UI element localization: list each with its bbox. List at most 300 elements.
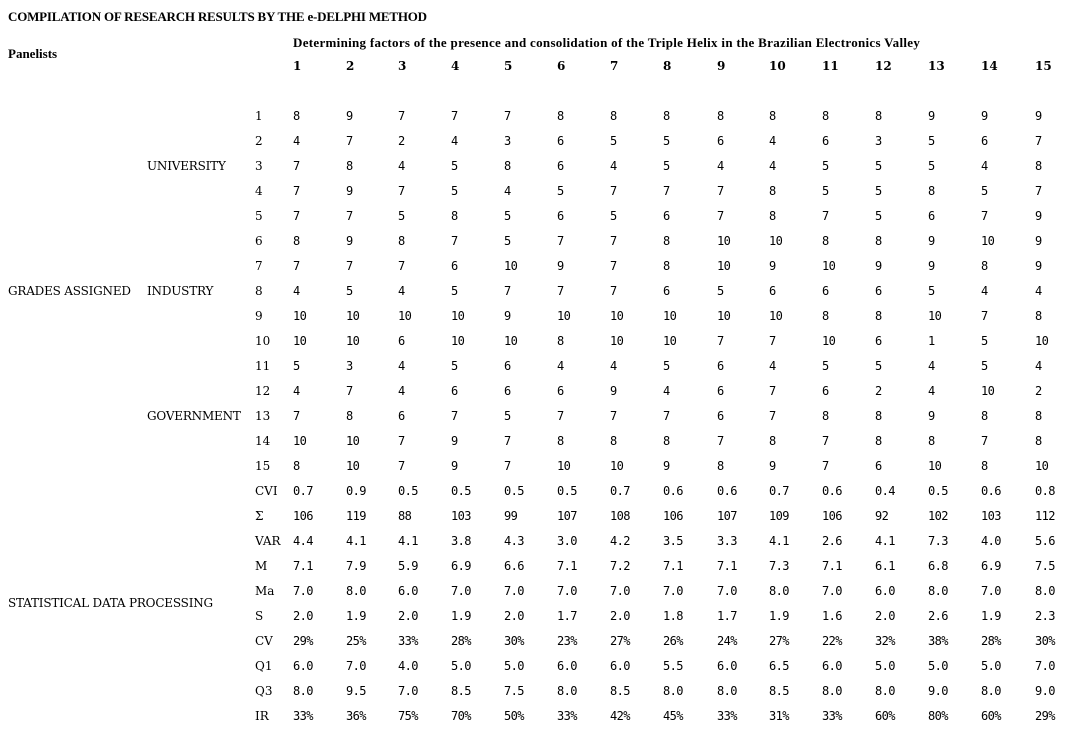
table-cell: 7 bbox=[293, 259, 300, 273]
row-label: 14 bbox=[255, 434, 271, 448]
table-cell: 24% bbox=[717, 634, 737, 648]
table-cell: 10 bbox=[822, 334, 836, 348]
table-cell: 10 bbox=[293, 334, 307, 348]
table-cell: 8.0 bbox=[981, 684, 1001, 698]
table-cell: 8 bbox=[663, 234, 670, 248]
table-cell: 6.5 bbox=[769, 659, 789, 673]
table-cell: 9 bbox=[1035, 234, 1042, 248]
table-cell: 2 bbox=[1035, 384, 1042, 398]
table-cell: 7.2 bbox=[610, 559, 630, 573]
table-cell: 6 bbox=[822, 134, 829, 148]
table-cell: 7 bbox=[398, 184, 405, 198]
table-cell: 10 bbox=[610, 334, 624, 348]
table-cell: 5 bbox=[663, 359, 670, 373]
table-cell: 23% bbox=[557, 634, 577, 648]
table-cell: 6 bbox=[717, 384, 724, 398]
table-cell: 5 bbox=[928, 284, 935, 298]
table-cell: 1.6 bbox=[822, 609, 842, 623]
table-cell: 6 bbox=[717, 409, 724, 423]
table-cell: 8 bbox=[346, 409, 353, 423]
table-cell: 8.5 bbox=[610, 684, 630, 698]
table-cell: 1 bbox=[928, 334, 935, 348]
table-cell: 0.4 bbox=[875, 484, 895, 498]
column-header: 11 bbox=[822, 59, 839, 73]
table-cell: 7 bbox=[557, 409, 564, 423]
table-cell: 7 bbox=[398, 259, 405, 273]
table-cell: 8 bbox=[928, 184, 935, 198]
table-cell: 5 bbox=[875, 159, 882, 173]
row-label: 8 bbox=[255, 284, 263, 298]
table-cell: 5 bbox=[557, 184, 564, 198]
table-cell: 6 bbox=[451, 259, 458, 273]
table-cell: 10 bbox=[293, 309, 307, 323]
column-header: 14 bbox=[981, 59, 998, 73]
column-header: 12 bbox=[875, 59, 892, 73]
table-cell: 10 bbox=[981, 234, 995, 248]
table-cell: 7 bbox=[398, 109, 405, 123]
table-cell: 4.0 bbox=[398, 659, 418, 673]
table-cell: 10 bbox=[928, 459, 942, 473]
table-cell: 92 bbox=[875, 509, 889, 523]
document-title: COMPILATION OF RESEARCH RESULTS BY THE e-DELPHI METHOD bbox=[8, 9, 427, 24]
table-cell: 9 bbox=[928, 234, 935, 248]
table-cell: 8.0 bbox=[928, 584, 948, 598]
table-cell: 7 bbox=[398, 459, 405, 473]
table-cell: 4.0 bbox=[981, 534, 1001, 548]
table-cell: 8 bbox=[875, 109, 882, 123]
table-cell: 28% bbox=[981, 634, 1001, 648]
table-cell: 8 bbox=[1035, 434, 1042, 448]
table-cell: 4.4 bbox=[293, 534, 313, 548]
row-label: 11 bbox=[255, 359, 271, 373]
table-cell: 10 bbox=[928, 309, 942, 323]
table-cell: 8.5 bbox=[451, 684, 471, 698]
table-cell: 9.5 bbox=[346, 684, 366, 698]
table-cell: 7 bbox=[504, 109, 511, 123]
group-grades-assigned: GRADES ASSIGNED bbox=[8, 284, 131, 298]
table-cell: 8 bbox=[769, 209, 776, 223]
table-cell: 10 bbox=[504, 334, 518, 348]
table-cell: 0.7 bbox=[293, 484, 313, 498]
table-cell: 7.0 bbox=[293, 584, 313, 598]
table-cell: 7 bbox=[451, 234, 458, 248]
table-cell: 8 bbox=[717, 459, 724, 473]
table-cell: 4 bbox=[610, 159, 617, 173]
table-cell: 8.0 bbox=[293, 684, 313, 698]
table-cell: 8 bbox=[346, 159, 353, 173]
table-cell: 9 bbox=[346, 234, 353, 248]
table-cell: 0.7 bbox=[769, 484, 789, 498]
table-cell: 5 bbox=[663, 159, 670, 173]
row-label: CVI bbox=[255, 484, 278, 498]
table-cell: 6.1 bbox=[875, 559, 895, 573]
table-cell: 29% bbox=[1035, 709, 1055, 723]
table-cell: 1.9 bbox=[346, 609, 366, 623]
table-cell: 7 bbox=[504, 284, 511, 298]
table-cell: 5 bbox=[875, 184, 882, 198]
table-cell: 6 bbox=[557, 209, 564, 223]
table-cell: 7.0 bbox=[398, 684, 418, 698]
table-cell: 10 bbox=[557, 459, 571, 473]
table-cell: 8.0 bbox=[875, 684, 895, 698]
table-cell: 8 bbox=[822, 309, 829, 323]
table-cell: 3.3 bbox=[717, 534, 737, 548]
table-cell: 0.9 bbox=[346, 484, 366, 498]
table-cell: 7 bbox=[293, 159, 300, 173]
table-cell: 8 bbox=[928, 434, 935, 448]
table-cell: 7.1 bbox=[717, 559, 737, 573]
column-header: 3 bbox=[398, 59, 407, 73]
table-cell: 7.1 bbox=[557, 559, 577, 573]
row-label: IR bbox=[255, 709, 269, 723]
table-cell: 5 bbox=[875, 209, 882, 223]
table-cell: 6 bbox=[557, 134, 564, 148]
table-cell: 7.1 bbox=[663, 559, 683, 573]
table-cell: 6 bbox=[557, 159, 564, 173]
table-cell: 7 bbox=[717, 334, 724, 348]
column-header: 15 bbox=[1035, 59, 1052, 73]
column-header: 13 bbox=[928, 59, 945, 73]
table-cell: 7 bbox=[663, 184, 670, 198]
table-cell: 2 bbox=[875, 384, 882, 398]
table-cell: 8 bbox=[875, 434, 882, 448]
table-cell: 6 bbox=[875, 284, 882, 298]
table-cell: 107 bbox=[717, 509, 737, 523]
table-cell: 5 bbox=[928, 134, 935, 148]
table-cell: 7 bbox=[610, 409, 617, 423]
table-cell: 6 bbox=[504, 384, 511, 398]
table-cell: 6 bbox=[822, 384, 829, 398]
table-cell: 3 bbox=[504, 134, 511, 148]
table-cell: 26% bbox=[663, 634, 683, 648]
table-cell: 5 bbox=[451, 159, 458, 173]
table-cell: 6 bbox=[981, 134, 988, 148]
table-cell: 9.0 bbox=[928, 684, 948, 698]
table-cell: 8 bbox=[293, 234, 300, 248]
table-cell: 0.5 bbox=[557, 484, 577, 498]
table-cell: 7 bbox=[610, 259, 617, 273]
table-cell: 9 bbox=[451, 459, 458, 473]
table-cell: 7 bbox=[557, 284, 564, 298]
table-cell: 10 bbox=[1035, 334, 1049, 348]
table-cell: 10 bbox=[822, 259, 836, 273]
table-cell: 8 bbox=[610, 434, 617, 448]
table-cell: 10 bbox=[610, 309, 624, 323]
table-cell: 4 bbox=[557, 359, 564, 373]
table-cell: 5 bbox=[398, 209, 405, 223]
table-cell: 7 bbox=[981, 309, 988, 323]
table-cell: 7 bbox=[293, 184, 300, 198]
table-cell: 4.1 bbox=[875, 534, 895, 548]
table-cell: 7 bbox=[1035, 184, 1042, 198]
table-cell: 7.3 bbox=[769, 559, 789, 573]
group-university: UNIVERSITY bbox=[147, 159, 226, 173]
table-cell: 6 bbox=[928, 209, 935, 223]
table-cell: 106 bbox=[822, 509, 842, 523]
table-cell: 7 bbox=[610, 284, 617, 298]
row-label: 2 bbox=[255, 134, 263, 148]
column-header: 10 bbox=[769, 59, 786, 73]
row-label: 7 bbox=[255, 259, 263, 273]
table-cell: 5.0 bbox=[928, 659, 948, 673]
table-cell: 33% bbox=[398, 634, 418, 648]
table-cell: 5 bbox=[346, 284, 353, 298]
table-cell: 8 bbox=[769, 184, 776, 198]
table-cell: 9 bbox=[769, 459, 776, 473]
table-cell: 9 bbox=[1035, 209, 1042, 223]
table-cell: 4 bbox=[663, 384, 670, 398]
table-cell: 10 bbox=[717, 259, 731, 273]
table-cell: 7 bbox=[769, 334, 776, 348]
table-cell: 6.0 bbox=[610, 659, 630, 673]
row-label: 12 bbox=[255, 384, 271, 398]
table-cell: 9 bbox=[769, 259, 776, 273]
table-cell: 8 bbox=[717, 109, 724, 123]
table-cell: 8 bbox=[1035, 409, 1042, 423]
table-cell: 8 bbox=[557, 434, 564, 448]
table-cell: 7.5 bbox=[504, 684, 524, 698]
table-cell: 45% bbox=[663, 709, 683, 723]
column-header: 5 bbox=[504, 59, 513, 73]
table-cell: 9 bbox=[928, 409, 935, 423]
table-cell: 6 bbox=[717, 134, 724, 148]
table-cell: 5 bbox=[822, 359, 829, 373]
table-cell: 6.0 bbox=[398, 584, 418, 598]
table-cell: 0.6 bbox=[981, 484, 1001, 498]
table-cell: 3.8 bbox=[451, 534, 471, 548]
table-cell: 6 bbox=[398, 334, 405, 348]
table-cell: 8 bbox=[875, 234, 882, 248]
table-cell: 8 bbox=[663, 109, 670, 123]
table-cell: 9 bbox=[346, 184, 353, 198]
table-cell: 8 bbox=[822, 234, 829, 248]
table-cell: 6.8 bbox=[928, 559, 948, 573]
row-label: 15 bbox=[255, 459, 271, 473]
table-cell: 50% bbox=[504, 709, 524, 723]
table-cell: 0.6 bbox=[717, 484, 737, 498]
table-cell: 4.1 bbox=[346, 534, 366, 548]
table-cell: 6.0 bbox=[293, 659, 313, 673]
table-cell: 1.9 bbox=[451, 609, 471, 623]
group-statistical-data-processing: STATISTICAL DATA PROCESSING bbox=[8, 596, 213, 610]
table-cell: 7.0 bbox=[504, 584, 524, 598]
column-header: 7 bbox=[610, 59, 619, 73]
table-cell: 4 bbox=[769, 359, 776, 373]
table-cell: 103 bbox=[981, 509, 1001, 523]
table-cell: 6.6 bbox=[504, 559, 524, 573]
table-cell: 8 bbox=[1035, 159, 1042, 173]
table-cell: 8 bbox=[610, 109, 617, 123]
table-cell: 8.0 bbox=[1035, 584, 1055, 598]
table-cell: 5 bbox=[875, 359, 882, 373]
table-cell: 8 bbox=[981, 409, 988, 423]
table-cell: 10 bbox=[293, 434, 307, 448]
table-cell: 10 bbox=[346, 309, 360, 323]
table-cell: 6.0 bbox=[557, 659, 577, 673]
table-cell: 33% bbox=[557, 709, 577, 723]
table-cell: 2.6 bbox=[822, 534, 842, 548]
group-industry: INDUSTRY bbox=[147, 284, 214, 298]
table-cell: 10 bbox=[398, 309, 412, 323]
table-cell: 0.6 bbox=[663, 484, 683, 498]
column-header: 2 bbox=[346, 59, 355, 73]
table-cell: 10 bbox=[717, 234, 731, 248]
table-cell: 22% bbox=[822, 634, 842, 648]
table-cell: 7 bbox=[981, 434, 988, 448]
table-cell: 5 bbox=[981, 359, 988, 373]
table-cell: 4.3 bbox=[504, 534, 524, 548]
table-cell: 5 bbox=[822, 159, 829, 173]
table-cell: 27% bbox=[769, 634, 789, 648]
table-cell: 4 bbox=[1035, 284, 1042, 298]
table-cell: 10 bbox=[557, 309, 571, 323]
table-cell: 3 bbox=[875, 134, 882, 148]
table-cell: 8 bbox=[981, 459, 988, 473]
table-cell: 10 bbox=[346, 459, 360, 473]
table-cell: 7 bbox=[504, 459, 511, 473]
table-cell: 9 bbox=[346, 109, 353, 123]
row-label: 10 bbox=[255, 334, 271, 348]
table-cell: 88 bbox=[398, 509, 412, 523]
table-cell: 7 bbox=[981, 209, 988, 223]
table-cell: 4.2 bbox=[610, 534, 630, 548]
table-cell: 7.1 bbox=[293, 559, 313, 573]
table-cell: 4 bbox=[610, 359, 617, 373]
table-cell: 7.1 bbox=[822, 559, 842, 573]
table-cell: 102 bbox=[928, 509, 948, 523]
table-cell: 7 bbox=[346, 209, 353, 223]
column-header: 8 bbox=[663, 59, 672, 73]
table-cell: 30% bbox=[504, 634, 524, 648]
table-cell: 36% bbox=[346, 709, 366, 723]
table-cell: 10 bbox=[663, 334, 677, 348]
table-cell: 2.3 bbox=[1035, 609, 1055, 623]
table-cell: 6 bbox=[663, 284, 670, 298]
table-cell: 5.6 bbox=[1035, 534, 1055, 548]
table-cell: 42% bbox=[610, 709, 630, 723]
table-cell: 8 bbox=[822, 409, 829, 423]
table-cell: 10 bbox=[663, 309, 677, 323]
table-cell: 8 bbox=[981, 259, 988, 273]
table-cell: 32% bbox=[875, 634, 895, 648]
table-cell: 4 bbox=[451, 134, 458, 148]
table-cell: 29% bbox=[293, 634, 313, 648]
table-cell: 4 bbox=[769, 159, 776, 173]
table-cell: 0.8 bbox=[1035, 484, 1055, 498]
table-cell: 10 bbox=[346, 434, 360, 448]
table-cell: 9 bbox=[663, 459, 670, 473]
table-cell: 5.0 bbox=[981, 659, 1001, 673]
table-cell: 1.7 bbox=[557, 609, 577, 623]
table-cell: 8.5 bbox=[769, 684, 789, 698]
table-cell: 9 bbox=[557, 259, 564, 273]
table-cell: 5 bbox=[451, 284, 458, 298]
table-cell: 7.0 bbox=[610, 584, 630, 598]
table-cell: 8.0 bbox=[557, 684, 577, 698]
table-cell: 106 bbox=[663, 509, 683, 523]
table-cell: 5.0 bbox=[451, 659, 471, 673]
table-cell: 3 bbox=[346, 359, 353, 373]
table-cell: 6.0 bbox=[822, 659, 842, 673]
table-cell: 6.9 bbox=[981, 559, 1001, 573]
table-cell: 8.0 bbox=[663, 684, 683, 698]
table-cell: 7 bbox=[769, 384, 776, 398]
table-cell: 8 bbox=[875, 409, 882, 423]
table-cell: 4 bbox=[398, 384, 405, 398]
table-cell: 4 bbox=[398, 159, 405, 173]
table-cell: 8 bbox=[293, 459, 300, 473]
table-cell: 5 bbox=[504, 234, 511, 248]
table-cell: 106 bbox=[293, 509, 313, 523]
row-label: CV bbox=[255, 634, 273, 648]
table-cell: 6 bbox=[504, 359, 511, 373]
table-cell: 0.5 bbox=[398, 484, 418, 498]
table-cell: 109 bbox=[769, 509, 789, 523]
table-cell: 4 bbox=[981, 159, 988, 173]
table-cell: 5 bbox=[822, 184, 829, 198]
row-label: 3 bbox=[255, 159, 263, 173]
table-cell: 2.6 bbox=[928, 609, 948, 623]
row-label: 1 bbox=[255, 109, 263, 123]
table-cell: 6 bbox=[557, 384, 564, 398]
table-cell: 99 bbox=[504, 509, 518, 523]
table-cell: 31% bbox=[769, 709, 789, 723]
table-cell: 6 bbox=[769, 284, 776, 298]
table-cell: 4 bbox=[293, 284, 300, 298]
row-label: M bbox=[255, 559, 268, 573]
table-cell: 6 bbox=[451, 384, 458, 398]
table-cell: 9 bbox=[875, 259, 882, 273]
table-cell: 10 bbox=[610, 459, 624, 473]
table-cell: 7 bbox=[504, 434, 511, 448]
table-cell: 7.0 bbox=[1035, 659, 1055, 673]
table-cell: 6 bbox=[875, 334, 882, 348]
table-cell: 1.9 bbox=[981, 609, 1001, 623]
table-cell: 10 bbox=[717, 309, 731, 323]
table-cell: 7 bbox=[451, 109, 458, 123]
table-cell: 9 bbox=[504, 309, 511, 323]
table-cell: 0.5 bbox=[504, 484, 524, 498]
table-cell: 8 bbox=[1035, 309, 1042, 323]
row-label: 5 bbox=[255, 209, 263, 223]
table-cell: 9 bbox=[610, 384, 617, 398]
table-cell: 5.5 bbox=[663, 659, 683, 673]
table-cell: 5 bbox=[451, 184, 458, 198]
table-cell: 5 bbox=[504, 209, 511, 223]
row-label: 9 bbox=[255, 309, 263, 323]
factors-header: Determining factors of the presence and consolidation of the Triple Helix in the Brazilian Electronics Valley bbox=[293, 35, 921, 50]
table-cell: 10 bbox=[981, 384, 995, 398]
table-cell: 70% bbox=[451, 709, 471, 723]
group-government: GOVERNMENT bbox=[147, 409, 241, 423]
table-cell: 33% bbox=[822, 709, 842, 723]
table-cell: 4 bbox=[504, 184, 511, 198]
table-cell: 8 bbox=[557, 334, 564, 348]
row-label: S bbox=[255, 609, 264, 623]
row-label: Σ bbox=[255, 509, 264, 523]
table-cell: 9 bbox=[451, 434, 458, 448]
table-cell: 10 bbox=[451, 334, 465, 348]
table-cell: 8 bbox=[663, 434, 670, 448]
table-cell: 112 bbox=[1035, 509, 1055, 523]
table-cell: 2.0 bbox=[610, 609, 630, 623]
table-cell: 27% bbox=[610, 634, 630, 648]
table-cell: 8.0 bbox=[346, 584, 366, 598]
table-cell: 7 bbox=[663, 409, 670, 423]
table-cell: 7 bbox=[822, 459, 829, 473]
table-cell: 7 bbox=[346, 134, 353, 148]
table-cell: 7.3 bbox=[928, 534, 948, 548]
